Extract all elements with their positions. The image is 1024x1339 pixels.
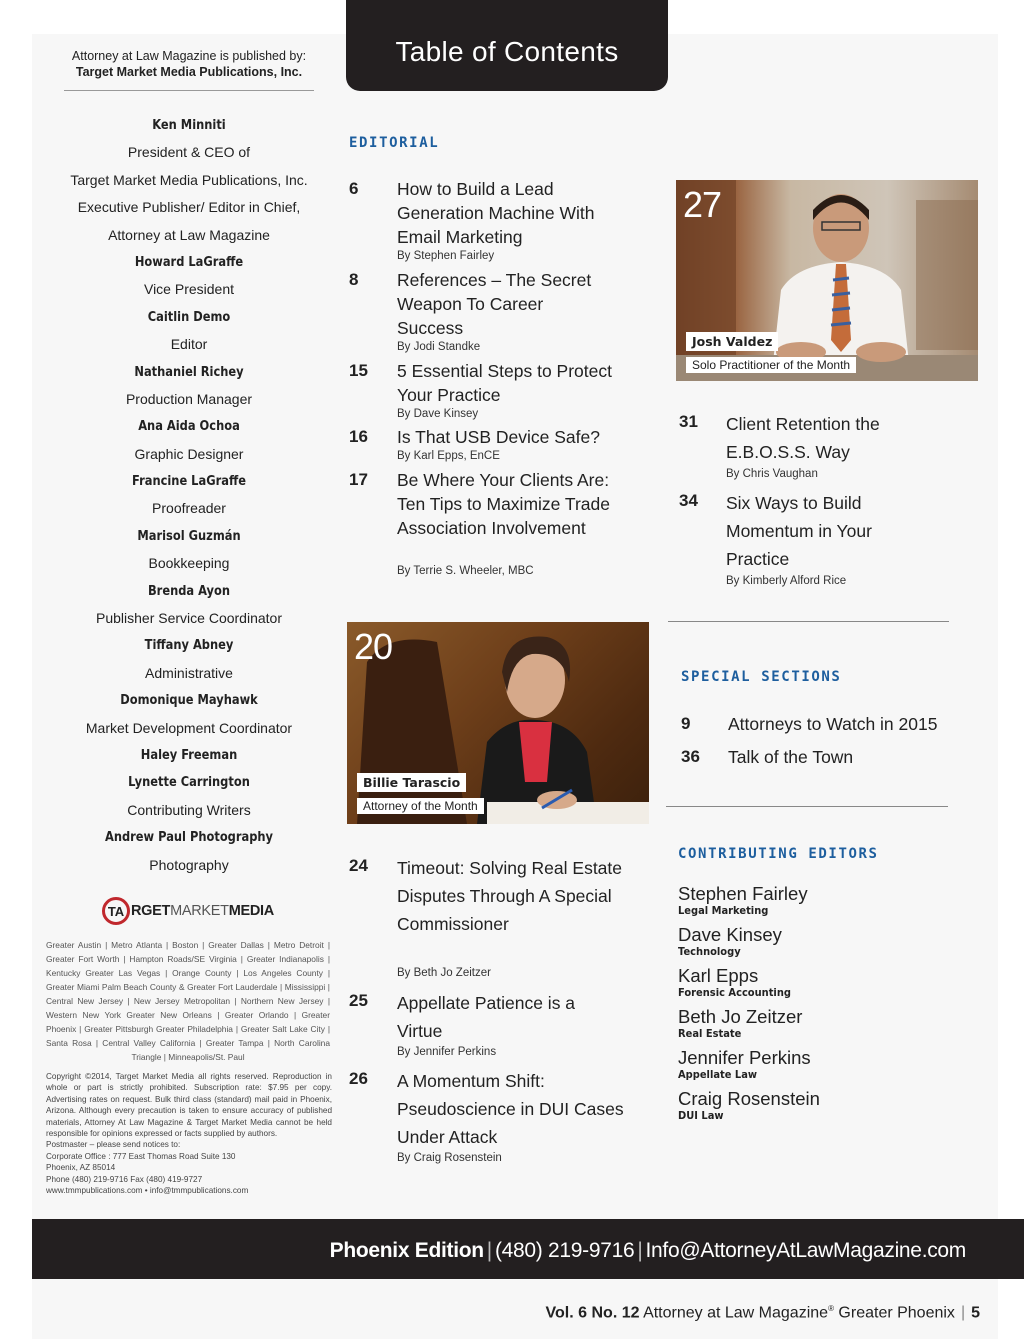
contributing-editor <box>678 1007 802 1040</box>
toc-title: Appellate Patience is a Virtue <box>397 993 576 1041</box>
staff-role: Photography <box>149 856 229 873</box>
special-sections-heading: SPECIAL SECTIONS <box>681 669 842 685</box>
staff-role: Production Manager <box>125 390 253 407</box>
staff-role: Bookkeeping <box>148 555 230 572</box>
editorial-heading: EDITORIAL <box>349 135 440 151</box>
editor-name: Dave Kinsey <box>678 924 782 945</box>
masthead-staff-list <box>50 112 328 879</box>
staff-name: Domonique Mayhawk <box>120 693 258 709</box>
toc-page-number: 16 <box>349 427 368 446</box>
logo-circle: TA <box>102 897 130 925</box>
contributing-editor <box>678 1048 811 1081</box>
postmaster-text: Postmaster – please send notices to: <box>46 1140 181 1150</box>
toc-byline: By Beth Jo Zeitzer <box>397 967 491 979</box>
toc-byline: By Terrie S. Wheeler, MBC <box>397 565 534 577</box>
editor-name: Karl Epps <box>678 965 759 986</box>
staff-name: Ken Minniti <box>152 118 226 133</box>
divider <box>64 90 314 91</box>
toc-page-number: 31 <box>679 412 698 431</box>
toc-title: 5 Essential Steps to Protect Your Practice <box>397 361 612 405</box>
toc-title: Timeout: Solving Real Estate Disputes Through A Special Commissioner <box>397 858 623 934</box>
publisher-line: Attorney at Law Magazine is published by: <box>71 49 307 63</box>
contributing-editor <box>678 884 808 917</box>
staff-name: Lynette Carrington <box>128 775 250 791</box>
page-folio: Vol. 6 No. 12 Attorney at Law Magazine® Greater Phoenix | 5 <box>545 1304 980 1322</box>
staff-name: Haley Freeman <box>140 747 238 763</box>
staff-role: Editor <box>170 336 208 353</box>
toc-byline: By Stephen Fairley <box>397 250 495 262</box>
toc-title: A Momentum Shift: Pseudoscience in DUI Cases Under Attack <box>397 1071 624 1147</box>
staff-role: Administrative <box>145 664 233 681</box>
footer-email[interactable]: Info@AttorneyAtLawMagazine.com <box>645 1239 966 1262</box>
staff-role: Attorney at Law Magazine <box>108 226 270 243</box>
toc-title: Talk of the Town <box>728 747 854 767</box>
staff-role: Executive Publisher/ Editor in Chief, <box>77 199 301 216</box>
staff-name: Francine LaGraffe <box>132 474 246 490</box>
toc-byline: By Craig Rosenstein <box>397 1152 502 1164</box>
staff-role: Contributing Writers <box>127 801 251 818</box>
footer-edition: Phoenix Edition <box>329 1239 484 1262</box>
contributing-editor <box>678 925 782 958</box>
staff-role: President & CEO of <box>127 144 251 161</box>
office-web: www.tmmpublications.com • info@tmmpublications.com <box>46 1186 249 1196</box>
toc-title: Be Where Your Clients Are: Ten Tips to Maximize Trade Association Involvement <box>397 470 610 538</box>
office-phone: Phone (480) 219-9716 Fax (480) 419-9727 <box>46 1174 203 1184</box>
toc-title: Six Ways to Build Momentum in Your Practice <box>726 493 872 569</box>
toc-page-number: 15 <box>349 361 368 380</box>
toc-page-number: 34 <box>679 491 698 510</box>
toc-page-number: 24 <box>349 856 368 875</box>
toc-byline: By Chris Vaughan <box>726 468 818 480</box>
toc-page-number: 26 <box>349 1069 368 1088</box>
office-city: Phoenix, AZ 85014 <box>46 1163 116 1173</box>
footer-bar <box>32 1219 1024 1279</box>
copyright-text: Copyright ©2014, Target Market Media all rights reserved. Reproduction in whole or part is strictly prohibited. Subscription rate: $7.95 per copy. Advertising rates on request. Bulk third class (standard) mail paid in Phoenix, Arizona. Although every precaution is taken to ensure accuracy of published materials, Attorney At Law Magazine & Target Market Media cannot be held responsible for opinions expressed or facts supplied by authors. <box>46 1072 332 1139</box>
toc-page-number: 9 <box>681 714 691 733</box>
staff-role: Target Market Media Publications, Inc. <box>70 171 308 188</box>
staff-name: Andrew Paul Photography <box>104 830 274 846</box>
staff-name: Tiffany Abney <box>144 638 234 654</box>
toc-byline: By Jennifer Perkins <box>397 1046 497 1058</box>
toc-title: Client Retention the E.B.O.S.S. Way <box>726 414 880 462</box>
folio-volume: Vol. 6 No. 12 <box>545 1304 640 1322</box>
toc-byline: By Kimberly Alford Rice <box>726 575 847 587</box>
folio-page-number: 5 <box>971 1304 980 1322</box>
editor-name: Jennifer Perkins <box>678 1047 811 1068</box>
contributing-editors-heading: CONTRIBUTING EDITORS <box>678 846 879 862</box>
toc-title: Attorneys to Watch in 2015 <box>728 714 938 734</box>
target-market-media-logo <box>102 896 292 926</box>
photo-name-tag: Josh Valdez <box>686 332 778 351</box>
staff-role: Graphic Designer <box>134 445 244 462</box>
editor-topic: Real Estate <box>678 1027 742 1040</box>
photo-role-tag: Solo Practitioner of the Month <box>686 357 856 373</box>
staff-role: Market Development Coordinator <box>85 719 293 736</box>
staff-name: Brenda Ayon <box>147 583 231 599</box>
staff-name: Ana Aida Ochoa <box>138 419 240 435</box>
staff-name: Howard LaGraffe <box>134 254 244 270</box>
logo-wordmark: RGETMARKETMEDIA <box>131 903 274 919</box>
toc-page-number: 25 <box>349 991 368 1010</box>
toc-page-number: 36 <box>681 747 700 766</box>
divider <box>668 621 949 622</box>
toc-page-number: 17 <box>349 470 368 489</box>
staff-role: Vice President <box>143 281 234 298</box>
toc-byline: By Karl Epps, EnCE <box>397 450 500 462</box>
page-title: Table of Contents <box>346 0 668 91</box>
photo-billie-tarascio <box>347 622 649 824</box>
toc-title: How to Build a Lead Generation Machine With Email Marketing <box>397 179 595 247</box>
divider <box>666 806 948 807</box>
photo-name-tag: Billie Tarascio <box>357 773 466 792</box>
footer-phone[interactable]: (480) 219-9716 <box>494 1239 635 1262</box>
contributing-editor <box>678 966 804 999</box>
toc-page-number: 6 <box>349 179 359 198</box>
publisher-company: Target Market Media Publications, Inc. <box>75 65 303 79</box>
folio-region: Greater Phoenix <box>838 1304 955 1322</box>
editor-name: Beth Jo Zeitzer <box>678 1006 803 1027</box>
publisher-info <box>64 48 314 80</box>
editor-topic: Appellate Law <box>678 1068 758 1081</box>
staff-name: Caitlin Demo <box>147 309 231 325</box>
footer-contact: Phoenix Edition | (480) 219-9716 | Info@AttorneyAtLawMagazine.com <box>329 1239 966 1262</box>
toc-byline: By Jodi Standke <box>397 341 481 353</box>
toc-title: Is That USB Device Safe? <box>397 427 600 447</box>
editor-topic: Forensic Accounting <box>678 986 791 999</box>
photo-page-number: 27 <box>683 184 722 225</box>
toc-byline: By Dave Kinsey <box>397 408 479 420</box>
staff-name: Marisol Guzmán <box>137 528 241 544</box>
editor-name: Stephen Fairley <box>678 883 808 904</box>
markets-list: Greater Austin | Metro Atlanta | Boston | Greater Dallas | Metro Detroit | Greater Fort Worth | Hampton Roads/SE Virginia | Greater Indianapolis | Kentucky Greater Las Vegas | Orange County | Los Angeles County | Greater Miami Palm Beach County & Greater Fort Lauderdale | Mississippi | Central New Jersey | New Jersey Metropolitan | Northern New Jersey | Western New York Greater New Orleans | Greater Orlando | Greater Phoenix | Greater Pittsburgh Greater Philadelphia | Greater Salt Lake City | Santa Rosa | Central Valley California | Greater Tampa | North Carolina Triangle | Minneapolis/St. Paul <box>46 940 330 1062</box>
folio-magazine: Attorney at Law Magazine <box>643 1304 829 1322</box>
editor-name: Craig Rosenstein <box>678 1088 820 1109</box>
photo-role-tag: Attorney of the Month <box>357 798 484 814</box>
staff-role: Publisher Service Coordinator <box>96 610 282 627</box>
staff-role: Proofreader <box>152 500 226 517</box>
editor-topic: Legal Marketing <box>678 904 769 917</box>
portrait-illustration <box>347 622 649 824</box>
legal-notice <box>46 1071 332 1196</box>
photo-page-number: 20 <box>354 626 393 667</box>
editor-topic: DUI Law <box>678 1109 724 1122</box>
toc-page-number: 8 <box>349 270 359 289</box>
editor-topic: Technology <box>678 945 741 958</box>
contributing-editor <box>678 1089 820 1122</box>
photo-josh-valdez <box>676 180 978 381</box>
office-address: Corporate Office : 777 East Thomas Road Suite 130 <box>46 1151 236 1161</box>
toc-title: References – The Secret Weapon To Career Success <box>397 270 592 338</box>
staff-name: Nathaniel Richey <box>134 364 244 380</box>
